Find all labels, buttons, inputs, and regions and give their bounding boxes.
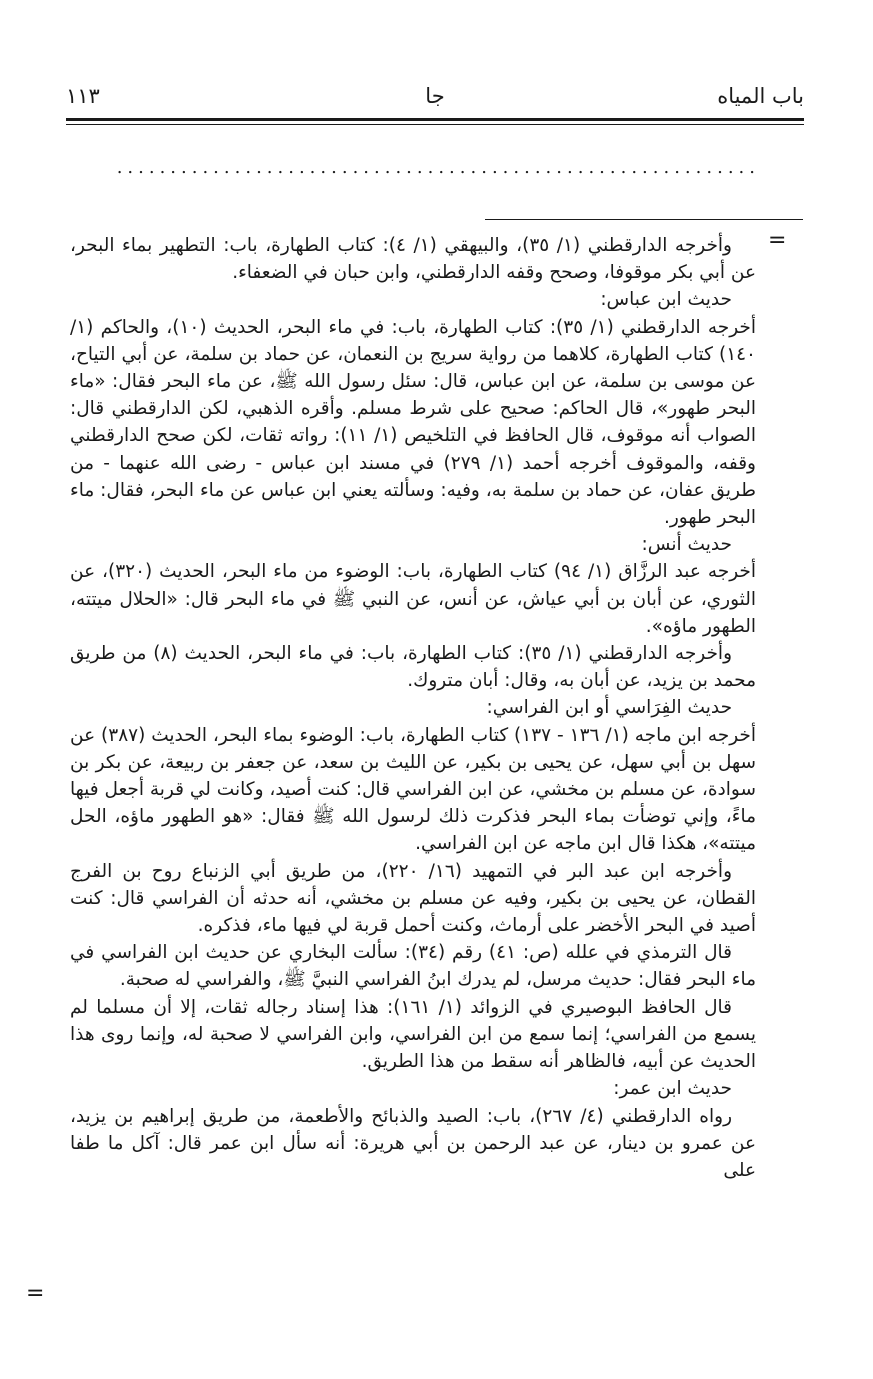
ellipsis-dots: ............................................................: [116, 158, 760, 178]
section-heading-anas: حديث أنس:: [641, 534, 732, 556]
page-number: ١١٣: [66, 84, 100, 108]
footnote-text: [70, 232, 756, 1184]
section-heading-firasi: حديث الفِرَاسي أو ابن الفراسي:: [486, 697, 732, 719]
paragraph: قال الترمذي في علله (ص: ٤١) رقم (٣٤): سألت البخاري عن حديث ابن الفراسي في ماء البحر فقال: حديث مرسل، لم يدرك ابنُ الفراسي النبيَّ ﷺ، والفراسي له صحبة.: [70, 942, 756, 991]
paragraph: أخرجه ابن ماجه (١/ ١٣٦ - ١٣٧) كتاب الطهارة، باب: الوضوء بماء البحر، الحديث (٣٨٧) عن سهل بن أبي سهل، عن يحيى بن بكير، عن الليث بن سعد، عن جعفر بن ربيعة، عن بكر بن سوادة، عن مسلم بن مخشي، عن ابن الفراسي قال: كنت أصيد، وكانت لي قربة أجعل فيها ماءً، وإني توضأت بماء البحر فذكرت ذلك لرسول الله ﷺ فقال: «هو الطهور ماؤه، الحل ميتته»، هكذا قال ابن ماجه عن ابن الفراسي.: [70, 724, 756, 855]
section-heading-ibn-umar: حديث ابن عمر:: [613, 1078, 732, 1100]
running-header: [66, 78, 804, 114]
paragraph: رواه الدارقطني (٤/ ٢٦٧)، باب: الصيد والذبائح والأطعمة، من طريق إبراهيم بن يزيد، عن عمرو بن دينار، عن عبد الرحمن بن أبي هريرة: أنه سأل ابن عمر قال: آكل ما طفا على: [70, 1105, 756, 1181]
paragraph: وأخرجه ابن عبد البر في التمهيد (١٦/ ٢٢٠)، من طريق أبي الزنباع روح بن الفرج القطان، عن يحيى بن بكير، وفيه عن مسلم بن مخشي، أنه حدثه أن الفراسي قال: كنت أصيد في البحر الأخضر على أرماث، وكنت أحمل قربة لي فيها ماء، فذكره.: [70, 860, 756, 937]
paragraph: أخرجه عبد الرزَّاق (١/ ٩٤) كتاب الطهارة، باب: الوضوء من ماء البحر، الحديث (٣٢٠)، عن الثوري، عن أبان بن أبي عياش، عن أنس، عن النبي ﷺ في ماء البحر قال: «الحلال ميتته، الطهور ماؤه».: [70, 561, 756, 637]
continuation-mark-top: =: [768, 228, 787, 253]
chapter-title: باب المياه: [717, 84, 804, 108]
header-rule-thick: [66, 118, 804, 121]
paragraph: وأخرجه الدارقطني (١/ ٣٥): كتاب الطهارة، باب: في ماء البحر، الحديث (٨) من طريق محمد بن يزيد، عن أبان به، وقال: أبان متروك.: [70, 643, 756, 692]
continuation-mark-bottom: =: [26, 1281, 45, 1306]
footnote-separator: [485, 219, 803, 220]
header-rule-thin: [66, 124, 804, 125]
paragraph: قال الحافظ البوصيري في الزوائد (١/ ١٦١): هذا إسناد رجاله ثقات، إلا أن مسلما لم يسمع من الفراسي؛ إنما سمع من ابن الفراسي، وابن الفراسي لا صحبة له، وإنما روى هذا الحديث عن أبيه، فالظاهر أنه سقط من هذا الطريق.: [70, 996, 756, 1073]
paragraph: أخرجه الدارقطني (١/ ٣٥): كتاب الطهارة، باب: في ماء البحر، الحديث (١٠)، والحاكم (١/ ١٤٠) كتاب الطهارة، كلاهما من رواية سريج بن النعمان، عن حماد بن سلمة، عن أبي التياح، عن موسى بن سلمة، عن ابن عباس، قال: سئل رسول الله ﷺ، عن ماء البحر فقال: «ماء البحر طهور»، قال الحاكم: صحيح على شرط مسلم. وأقره الذهبي، لكن الدارقطني قال: الصواب أنه موقوف، قال الحافظ في التلخيص (١/ ١١): رواته ثقات، لكن صحح الدارقطني وقفه، والموقوف أخرجه أحمد (١/ ٢٧٩) في مسند ابن عباس - رضى الله عنهما - من طريق عفان، عن حماد بن سلمة به، وفيه: وسألته يعني ابن عباس عن ماء البحر، فقال: ماء البحر طهور.: [70, 316, 756, 529]
section-heading-ibn-abbas: حديث ابن عباس:: [600, 289, 732, 311]
volume-label: جا: [425, 84, 445, 108]
paragraph: وأخرجه الدارقطني (١/ ٣٥)، والبيهقي (١/ ٤): كتاب الطهارة، باب: التطهير بماء البحر، عن أبي بكر موقوفا، وصحح وقفه الدارقطني، وابن حبان في الضعفاء.: [70, 235, 756, 284]
